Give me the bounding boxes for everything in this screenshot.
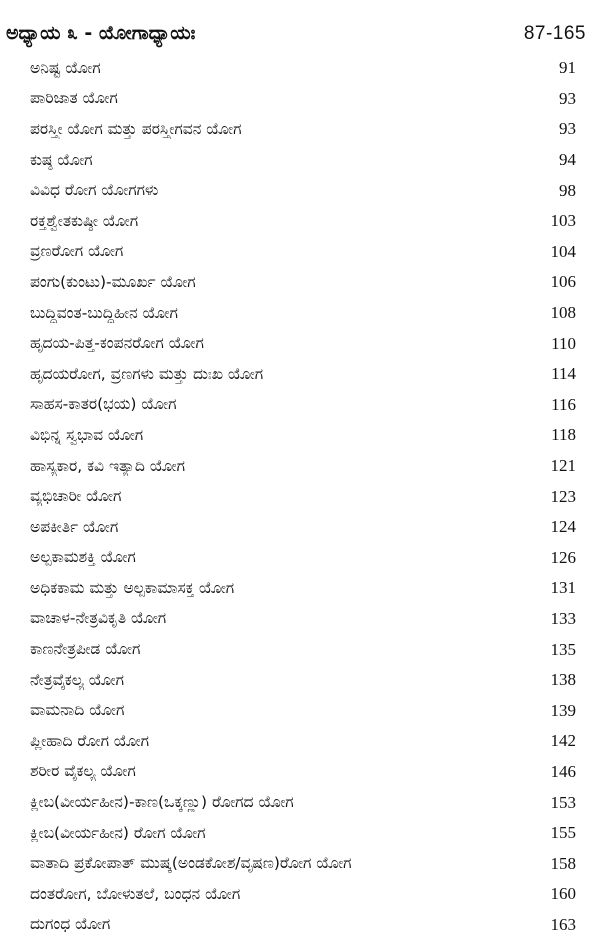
chapter-page-range: 87-165 [523, 23, 586, 44]
toc-entry-page: 124 [550, 517, 576, 537]
toc-entry-page: 106 [550, 272, 576, 292]
toc-entry-page: 103 [550, 211, 576, 231]
toc-entry-page: 142 [550, 731, 576, 751]
toc-entry-title: ವ್ಯಭಿಚಾರೀ ಯೋಗ [30, 487, 122, 506]
toc-entry-title: ಶರೀರ ವೈಕಲ್ಯ ಯೋಗ [30, 762, 136, 781]
toc-entry [0, 543, 600, 574]
toc-entry-title: ಕುಷ್ಠ ಯೋಗ [30, 150, 93, 169]
toc-entry-title: ಕಾಣನೇತ್ರಪೀಡ ಯೋಗ [30, 640, 141, 659]
toc-entry [0, 84, 600, 115]
toc-entry-page: 121 [550, 456, 576, 476]
toc-entry-title: ದಂತರೋಗ, ಬೋಳುತಲೆ, ಬಂಧನ ಯೋಗ [30, 884, 241, 903]
toc-entry-page: 104 [550, 241, 576, 261]
toc-entry-title: ವಿಭಿನ್ನ ಸ್ವಭಾವ ಯೋಗ [30, 425, 144, 444]
toc-entry [0, 114, 600, 145]
toc-entry-title: ಬುದ್ಧಿವಂತ-ಬುದ್ಧಿಹೀನ ಯೋಗ [30, 303, 178, 322]
toc-entry [0, 390, 600, 421]
toc-entry [0, 481, 600, 512]
toc-entry-title: ಅಲ್ಪಕಾಮಶಕ್ತಿ ಯೋಗ [30, 548, 136, 567]
toc-entry [0, 328, 600, 359]
toc-entry [0, 206, 600, 237]
toc-entry-page: 126 [550, 547, 576, 567]
toc-entry-page: 163 [550, 914, 576, 934]
toc-entry [0, 359, 600, 390]
toc-entry-title: ದುಗಂಧ ಯೋಗ [30, 915, 111, 934]
toc-entry-title: ವಾಮನಾದಿ ಯೋಗ [30, 701, 125, 720]
toc-entry-title: ಹೃದಯ-ಪಿತ್ತ-ಕಂಪನರೋಗ ಯೋಗ [30, 334, 204, 353]
toc-entry-title: ಹೃದಯರೋಗ, ವ್ರಣಗಳು ಮತ್ತು ದುಃಖ ಯೋಗ [30, 364, 264, 383]
toc-entry-title: ನೇತ್ರವೈಕಲ್ಯ ಯೋಗ [30, 670, 125, 689]
toc-entry-page: 114 [551, 364, 576, 384]
toc-entry-page: 160 [550, 884, 576, 904]
toc-entry-page: 93 [559, 88, 576, 108]
toc-entry [0, 818, 600, 849]
toc-entry-page: 123 [550, 486, 576, 506]
toc-entry [0, 787, 600, 818]
toc-entry-title: ಹಾಸ್ಯಕಾರ, ಕವಿ ಇತ್ಯಾದಿ ಯೋಗ [30, 456, 186, 475]
toc-entry-title: ವಿವಿಧ ರೋಗ ಯೋಗಗಳು [30, 181, 159, 200]
toc-entry [0, 237, 600, 268]
toc-entry [0, 267, 600, 298]
toc-entry [0, 726, 600, 757]
toc-entry [0, 420, 600, 451]
toc-entry-title: ವಾಚಾಳ-ನೇತ್ರವಿಕೃತಿ ಯೋಗ [30, 609, 167, 628]
toc-entry [0, 848, 600, 879]
toc-entry-page: 155 [550, 823, 576, 843]
toc-entry [0, 298, 600, 329]
toc-entry-page: 91 [559, 58, 576, 78]
toc-entry [0, 573, 600, 604]
toc-entry [0, 145, 600, 176]
toc-entry [0, 695, 600, 726]
toc-entry-page: 98 [559, 180, 576, 200]
toc-entry-title: ವ್ರಣರೋಗ ಯೋಗ [30, 242, 124, 261]
toc-entry [0, 604, 600, 635]
toc-entry-title: ಪರಸ್ತ್ರೀ ಯೋಗ ಮತ್ತು ಪರಸ್ತ್ರೀಗವನ ಯೋಗ [30, 119, 242, 138]
toc-entry-title: ವಾತಾದಿ ಪ್ರಕೋಪಾತ್ ಮುಷ್ಕ(ಅಂಡಕೋಶ/ವೃಷಣ)ರೋಗ ಯೋಗ [30, 854, 352, 873]
toc-entry-page: 110 [551, 333, 576, 353]
toc-entry [0, 665, 600, 696]
toc-entry [0, 757, 600, 788]
toc-entry-page: 133 [550, 608, 576, 628]
toc-entry [0, 910, 600, 941]
toc-entry-title: ಅಧಿಕಕಾಮ ಮತ್ತು ಅಲ್ಪಕಾಮಾಸಕ್ತ ಯೋಗ [30, 578, 235, 597]
toc-entry-page: 108 [550, 303, 576, 323]
toc-entry-page: 94 [559, 150, 576, 170]
toc-entry-title: ಕ್ಲೀಬ(ವೀರ್ಯಹೀನ)-ಕಾಣ(ಒಕ್ಕಣ್ಣು) ರೋಗದ ಯೋಗ [30, 793, 294, 812]
toc-entry-page: 131 [550, 578, 576, 598]
toc-entry [0, 175, 600, 206]
toc-entry [0, 634, 600, 665]
toc-entry-page: 118 [551, 425, 576, 445]
toc-entry [0, 451, 600, 482]
toc-entry-title: ಅನಿಷ್ಟ ಯೋಗ [30, 58, 101, 77]
toc-entry-title: ಪಾರಿಜಾತ ಯೋಗ [30, 89, 118, 108]
toc-entry-title: ಪಂಗು(ಕುಂಟು)-ಮೂರ್ಖ ಯೋಗ [30, 272, 196, 291]
toc-entry-title: ಪ್ಲೀಹಾದಿ ರೋಗ ಯೋಗ [30, 731, 150, 750]
toc-entry [0, 512, 600, 543]
toc-entry-page: 153 [550, 792, 576, 812]
toc-entry-title: ಅಪಕೀರ್ತಿ ಯೋಗ [30, 517, 119, 536]
chapter-heading [6, 22, 586, 48]
toc-entry-title: ರಕ್ತಶ್ವೇತಕುಷ್ಠೀ ಯೋಗ [30, 211, 139, 230]
toc-entry-page: 138 [550, 670, 576, 690]
toc-entry-page: 135 [550, 639, 576, 659]
toc-entry [0, 53, 600, 84]
toc-list [0, 53, 600, 940]
toc-entry-title: ಸಾಹಸ-ಕಾತರ(ಭಯ) ಯೋಗ [30, 395, 177, 414]
toc-entry-page: 116 [551, 394, 576, 414]
toc-entry-title: ಕ್ಲೀಬ(ವೀರ್ಯಹೀನ) ರೋಗ ಯೋಗ [30, 823, 206, 842]
toc-entry [0, 879, 600, 910]
chapter-title: ಅಧ್ಯಾಯ ೩ - ಯೋಗಾಧ್ಯಾಯಃ [6, 22, 196, 44]
toc-entry-page: 146 [550, 761, 576, 781]
toc-entry-page: 139 [550, 700, 576, 720]
toc-entry-page: 93 [559, 119, 576, 139]
toc-entry-page: 158 [550, 853, 576, 873]
